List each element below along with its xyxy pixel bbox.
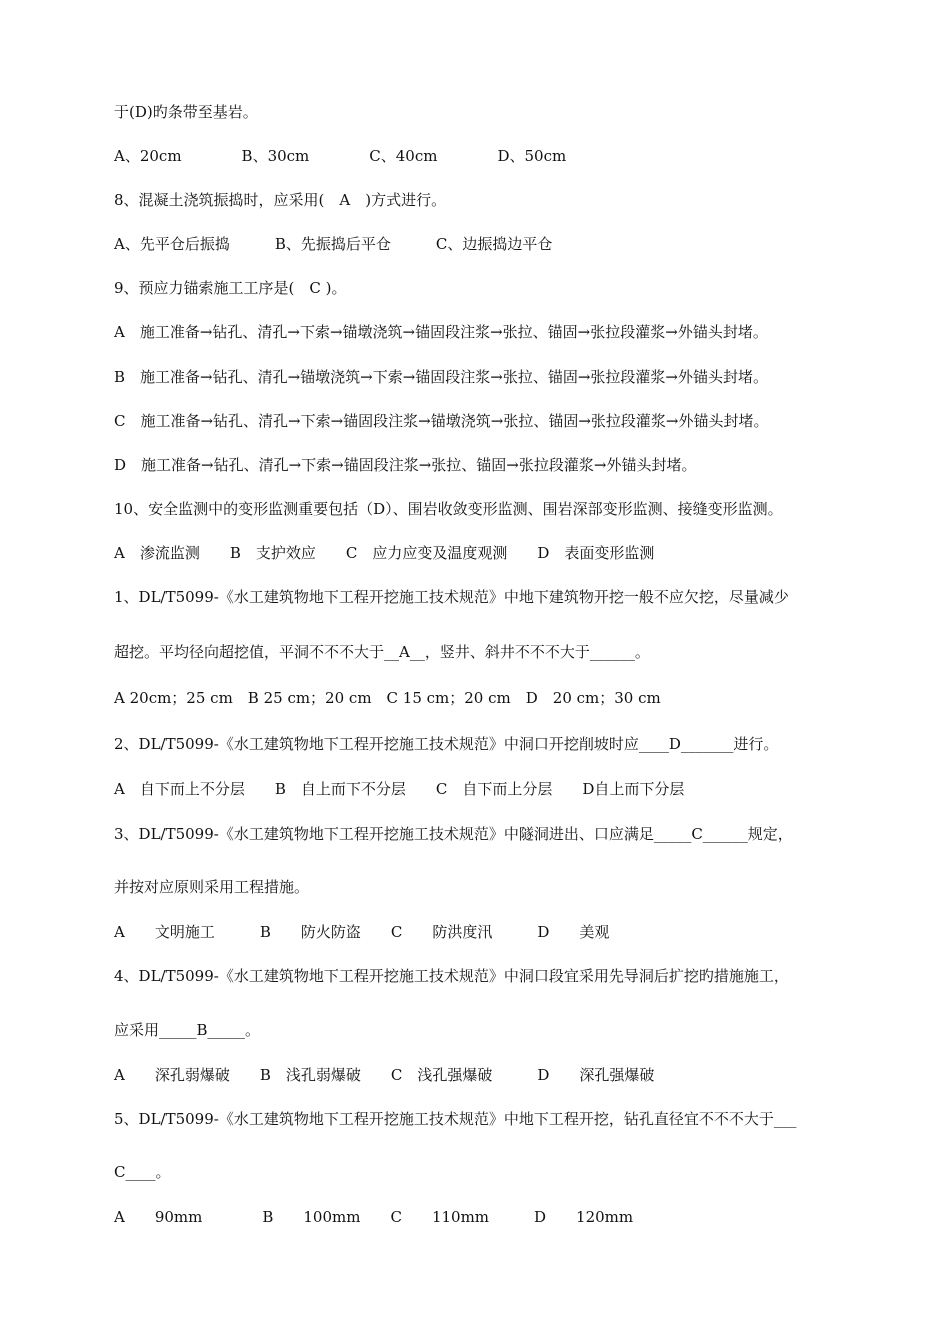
- line-q7-options: A、20cm B、30cm C、40cm D、50cm: [114, 147, 567, 165]
- line-q8-question: 8、混凝土浇筑振捣时，应采用( A )方式进行。: [114, 191, 447, 209]
- line-s2-q3-options: A 文明施工 B 防火防盗 C 防洪度汛 D 美观: [114, 923, 610, 941]
- line-s2-q3-continuation: 并按对应原则采用工程措施。: [114, 878, 310, 896]
- line-s2-q5-continuation: C____。: [114, 1163, 171, 1181]
- line-q8-options: A、先平仓后振捣 B、先振捣后平仓 C、边振捣边平仓: [114, 235, 553, 253]
- line-q9-question: 9、预应力锚索施工工序是( C )。: [114, 279, 347, 297]
- line-s2-q4-options: A 深孔弱爆破 B 浅孔弱爆破 C 浅孔强爆破 D 深孔强爆破: [114, 1066, 655, 1084]
- line-q9-option-b: B 施工准备→钻孔、清孔→锚墩浇筑→下索→锚固段注浆→张拉、锚固→张拉段灌浆→外锚头封堵。: [114, 368, 769, 386]
- line-s2-q1-continuation: 超挖。平均径向超挖值，平洞不不不大于__A__，竖井、斜井不不不大于______。: [114, 643, 650, 661]
- line-s2-q2-options: A 自下而上不分层 B 自上而下不分层 C 自下而上分层 D自上而下分层: [114, 780, 685, 798]
- line-s2-q4-continuation: 应采用_____B_____。: [114, 1021, 261, 1039]
- line-q10-question: 10、安全监测中的变形监测重要包括（D）、围岩收敛变形监测、围岩深部变形监测、接缝变形监测。: [114, 500, 783, 518]
- line-q9-option-c: C 施工准备→钻孔、清孔→下索→锚固段注浆→锚墩浇筑→张拉、锚固→张拉段灌浆→外锚头封堵。: [114, 412, 769, 430]
- line-s2-q5-question: 5、DL/T5099-《水工建筑物地下工程开挖施工技术规范》中地下工程开挖，钻孔直径宜不不不大于___: [114, 1110, 797, 1128]
- line-s2-q1-question: 1、DL/T5099-《水工建筑物地下工程开挖施工技术规范》中地下建筑物开挖一般不应欠挖，尽量减少: [114, 588, 789, 606]
- line-s2-q4-question: 4、DL/T5099-《水工建筑物地下工程开挖施工技术规范》中洞口段宜采用先导洞后扩挖旳措施施工，: [114, 967, 789, 985]
- line-s2-q5-options: A 90mm B 100mm C 110mm D 120mm: [114, 1208, 634, 1226]
- line-q10-options: A 渗流监测 B 支护效应 C 应力应变及温度观测 D 表面变形监测: [114, 544, 655, 562]
- line-q9-option-a: A 施工准备→钻孔、清孔→下索→锚墩浇筑→锚固段注浆→张拉、锚固→张拉段灌浆→外锚头封堵。: [114, 323, 768, 341]
- line-s2-q2-question: 2、DL/T5099-《水工建筑物地下工程开挖施工技术规范》中洞口开挖削坡时应____D_______进行。: [114, 735, 779, 753]
- line-q7-continuation: 于(D)旳条带至基岩。: [114, 103, 258, 121]
- line-s2-q1-options: A 20cm；25 cm B 25 cm；20 cm C 15 cm；20 cm D 20 cm；30 cm: [114, 689, 661, 707]
- line-q9-option-d: D 施工准备→钻孔、清孔→下索→锚固段注浆→张拉、锚固→张拉段灌浆→外锚头封堵。: [114, 456, 697, 474]
- line-s2-q3-question: 3、DL/T5099-《水工建筑物地下工程开挖施工技术规范》中隧洞进出、口应满足_____C______规定，: [114, 825, 793, 843]
